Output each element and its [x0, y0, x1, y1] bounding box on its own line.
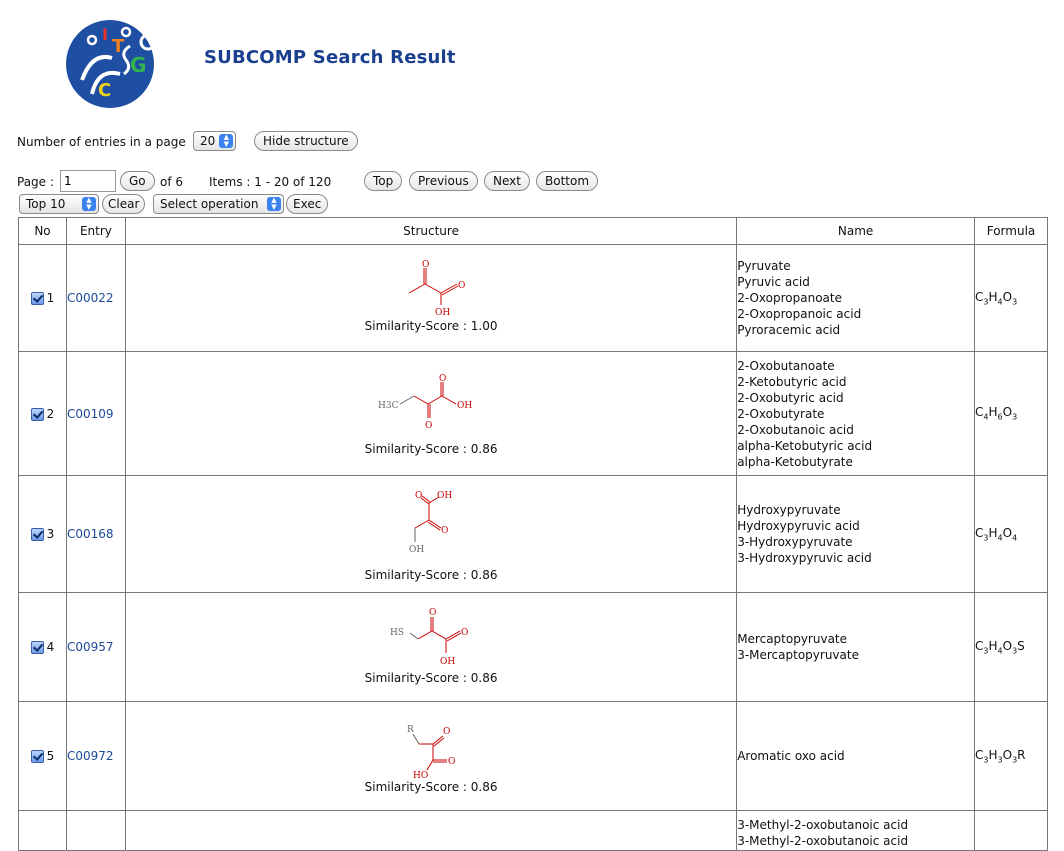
- structure-cell: [125, 702, 736, 811]
- svg-text:T: T: [112, 36, 125, 57]
- r-group-label: R: [407, 725, 414, 735]
- col-header-structure: Structure: [125, 218, 736, 245]
- formula-o-count: 4: [1012, 533, 1018, 543]
- compound-name: 3-Methyl-2-oxobutanoic acid: [737, 834, 909, 848]
- oxygen-label: O: [429, 608, 437, 618]
- formula-c-count: 3: [983, 297, 989, 307]
- compound-name: 2-Oxobutanoate: [737, 358, 835, 373]
- go-button[interactable]: Go: [120, 171, 155, 191]
- compound-name: 2-Oxobutyrate: [737, 406, 825, 421]
- operation-value: Select operation: [160, 197, 259, 211]
- formula-cell: $C_3H_3O_3R$: [975, 702, 1048, 811]
- col-header-formula: Formula: [975, 218, 1048, 245]
- formula-o-count: 3: [1012, 297, 1018, 307]
- entry-link[interactable]: C00022: [66, 291, 114, 305]
- compound-name: Pyroracemic acid: [737, 323, 841, 337]
- oxygen-label: O: [415, 491, 423, 501]
- row-checkbox[interactable]: [31, 641, 44, 654]
- row-number-cell: [19, 476, 67, 593]
- formula-extra: R: [1017, 747, 1026, 762]
- compound-name: Hydroxypyruvic acid: [737, 519, 860, 533]
- structure-cell: [125, 811, 736, 851]
- row-number: 4: [46, 640, 55, 654]
- table-row: [19, 476, 1048, 593]
- names-cell: [737, 702, 975, 811]
- oxygen-label: O: [443, 727, 451, 737]
- similarity-score: Similarity-Score : 0.86: [364, 568, 498, 582]
- structure-cell: [125, 245, 736, 352]
- select-arrows-icon: ▲ ▼: [267, 197, 281, 211]
- oxygen-label: O: [425, 421, 433, 431]
- oxygen-label: O: [458, 281, 466, 291]
- row-number-cell: [19, 702, 67, 811]
- exec-button[interactable]: Exec: [286, 194, 328, 214]
- formula-extra: S: [1017, 638, 1025, 653]
- formula-c-count: 3: [983, 533, 989, 543]
- bottom-button[interactable]: Bottom: [536, 171, 598, 191]
- compound-name: Aromatic oxo acid: [737, 749, 845, 763]
- table-row: [19, 702, 1048, 811]
- compound-name: Mercaptopyruvate: [737, 632, 848, 646]
- entry-cell: [66, 476, 125, 593]
- items-range: Items : 1 - 20 of 120: [209, 175, 332, 189]
- compound-name: 2-Oxopropanoic acid: [737, 307, 862, 321]
- page-number-input[interactable]: [60, 170, 116, 192]
- formula-h-count: 4: [997, 297, 1003, 307]
- formula-cell: $C_4H_6O_3$: [975, 352, 1048, 476]
- page-label: Page :: [17, 175, 54, 189]
- compound-name: Pyruvic acid: [737, 275, 810, 289]
- results-table: [18, 217, 1048, 851]
- names-cell: [737, 476, 975, 593]
- entry-link[interactable]: C00972: [66, 749, 114, 763]
- oxygen-label: O: [441, 526, 449, 536]
- row-checkbox[interactable]: [31, 408, 44, 421]
- row-number: 2: [46, 406, 55, 421]
- select-arrows-icon: ▲ ▼: [219, 134, 233, 148]
- structure-cell: [125, 593, 736, 702]
- similarity-score: Similarity-Score : 0.86: [364, 780, 498, 794]
- entry-link[interactable]: C00109: [66, 406, 114, 421]
- table-row: [19, 245, 1048, 352]
- similarity-score: Similarity-Score : 0.86: [364, 671, 498, 685]
- entries-per-page-label: Number of entries in a page: [17, 135, 186, 149]
- table-row: [19, 352, 1048, 476]
- formula-c-count: 4: [983, 412, 989, 422]
- compound-name: 3-Hydroxypyruvic acid: [737, 551, 872, 565]
- next-button[interactable]: Next: [484, 171, 530, 191]
- formula-cell: $C_3H_4O_3$: [975, 245, 1048, 352]
- svg-text:G: G: [130, 53, 147, 77]
- names-cell: [737, 245, 975, 352]
- compound-name: 2-Oxopropanoate: [737, 291, 842, 305]
- compound-name: Pyruvate: [737, 259, 791, 273]
- formula-h-count: 6: [997, 412, 1003, 422]
- table-header-row: [19, 218, 1048, 245]
- col-header-name: Name: [737, 218, 975, 245]
- oxygen-label: O: [461, 628, 469, 638]
- row-number-cell: [19, 245, 67, 352]
- entries-per-page-value: 20: [200, 134, 216, 148]
- hydroxyl-label: OH: [440, 657, 456, 667]
- svg-text:I: I: [102, 25, 108, 44]
- names-cell: [737, 352, 975, 476]
- row-checkbox[interactable]: [31, 750, 44, 763]
- page-count: of 6: [160, 175, 184, 189]
- formula-c-count: 3: [983, 646, 989, 656]
- entry-link[interactable]: C00168: [66, 527, 114, 541]
- entry-cell: [66, 352, 125, 476]
- formula-c-count: 3: [983, 755, 989, 765]
- molecule-structure: [386, 605, 476, 671]
- row-number: 3: [46, 527, 55, 541]
- row-checkbox[interactable]: [31, 292, 44, 305]
- entry-cell: [66, 811, 125, 851]
- formula-h-count: 3: [997, 755, 1003, 765]
- hydroxyl-label: OH: [409, 545, 425, 555]
- hydroxyl-label: HO: [413, 771, 429, 780]
- compound-name: alpha-Ketobutyric acid: [737, 438, 873, 453]
- table-row: [19, 593, 1048, 702]
- compound-name: 3-Mercaptopyruvate: [737, 648, 859, 662]
- top-button[interactable]: Top: [364, 171, 402, 191]
- thiol-label: HS: [390, 628, 405, 638]
- entry-cell: [66, 593, 125, 702]
- formula-cell: $C_3H_4O_3S$: [975, 593, 1048, 702]
- formula-h-count: 4: [997, 646, 1003, 656]
- compound-name: 2-Oxobutyric acid: [737, 390, 844, 405]
- molecule-structure: [391, 257, 471, 319]
- table-row: [19, 811, 1048, 851]
- oxygen-label: O: [448, 757, 456, 767]
- entry-link[interactable]: C00957: [66, 640, 114, 654]
- hydroxyl-label: OH: [435, 308, 451, 318]
- names-cell: [737, 593, 975, 702]
- row-number: 5: [46, 749, 55, 763]
- operation-select[interactable]: [153, 194, 284, 214]
- formula-o-count: 3: [1012, 755, 1018, 765]
- top-n-value: Top 10: [26, 197, 66, 211]
- compound-name: alpha-Ketobutyrate: [737, 454, 853, 469]
- hide-structure-button[interactable]: Hide structure: [254, 131, 358, 151]
- compound-name: 2-Oxobutanoic acid: [737, 422, 854, 437]
- oxygen-label: O: [439, 374, 447, 384]
- formula-o-count: 3: [1012, 646, 1018, 656]
- entry-cell: [66, 245, 125, 352]
- entry-cell: [66, 702, 125, 811]
- row-checkbox[interactable]: [31, 528, 44, 541]
- svg-text:C: C: [98, 80, 112, 101]
- compound-name: 2-Ketobutyric acid: [737, 374, 847, 389]
- similarity-score: Similarity-Score : 0.86: [364, 442, 498, 456]
- clear-button[interactable]: Clear: [102, 194, 145, 214]
- entries-per-page-select[interactable]: [193, 131, 236, 151]
- top-n-select[interactable]: [19, 194, 99, 214]
- col-header-no: No: [19, 218, 67, 245]
- structure-cell: [125, 352, 736, 476]
- row-number: 1: [46, 291, 55, 305]
- compound-name: 3-Methyl-2-oxobutanoic acid: [737, 818, 909, 832]
- kegg-logo: [62, 18, 158, 110]
- molecule-structure: [391, 488, 471, 562]
- formula-cell: $C_3H_4O_4$: [975, 476, 1048, 593]
- row-number-cell: [19, 811, 67, 851]
- select-arrows-icon: ▲ ▼: [82, 197, 96, 211]
- formula-o-count: 3: [1012, 412, 1018, 422]
- similarity-score: Similarity-Score : 1.00: [364, 319, 498, 333]
- compound-name: Hydroxypyruvate: [737, 503, 841, 517]
- names-cell: [737, 811, 975, 851]
- row-number-cell: [19, 352, 67, 476]
- page-title: SUBCOMP Search Result: [204, 47, 456, 68]
- row-number-cell: [19, 593, 67, 702]
- molecule-structure: [376, 372, 486, 436]
- formula-h-count: 4: [997, 533, 1003, 543]
- molecule-structure: [391, 714, 471, 780]
- structure-cell: [125, 476, 736, 593]
- hydroxyl-label: OH: [437, 491, 453, 501]
- previous-button[interactable]: Previous: [409, 171, 478, 191]
- compound-name: 3-Hydroxypyruvate: [737, 535, 853, 549]
- hydroxyl-label: OH: [457, 401, 473, 411]
- formula-cell: [975, 811, 1048, 851]
- methyl-label: H3C: [378, 401, 399, 411]
- col-header-entry: Entry: [66, 218, 125, 245]
- oxygen-label: O: [422, 260, 430, 270]
